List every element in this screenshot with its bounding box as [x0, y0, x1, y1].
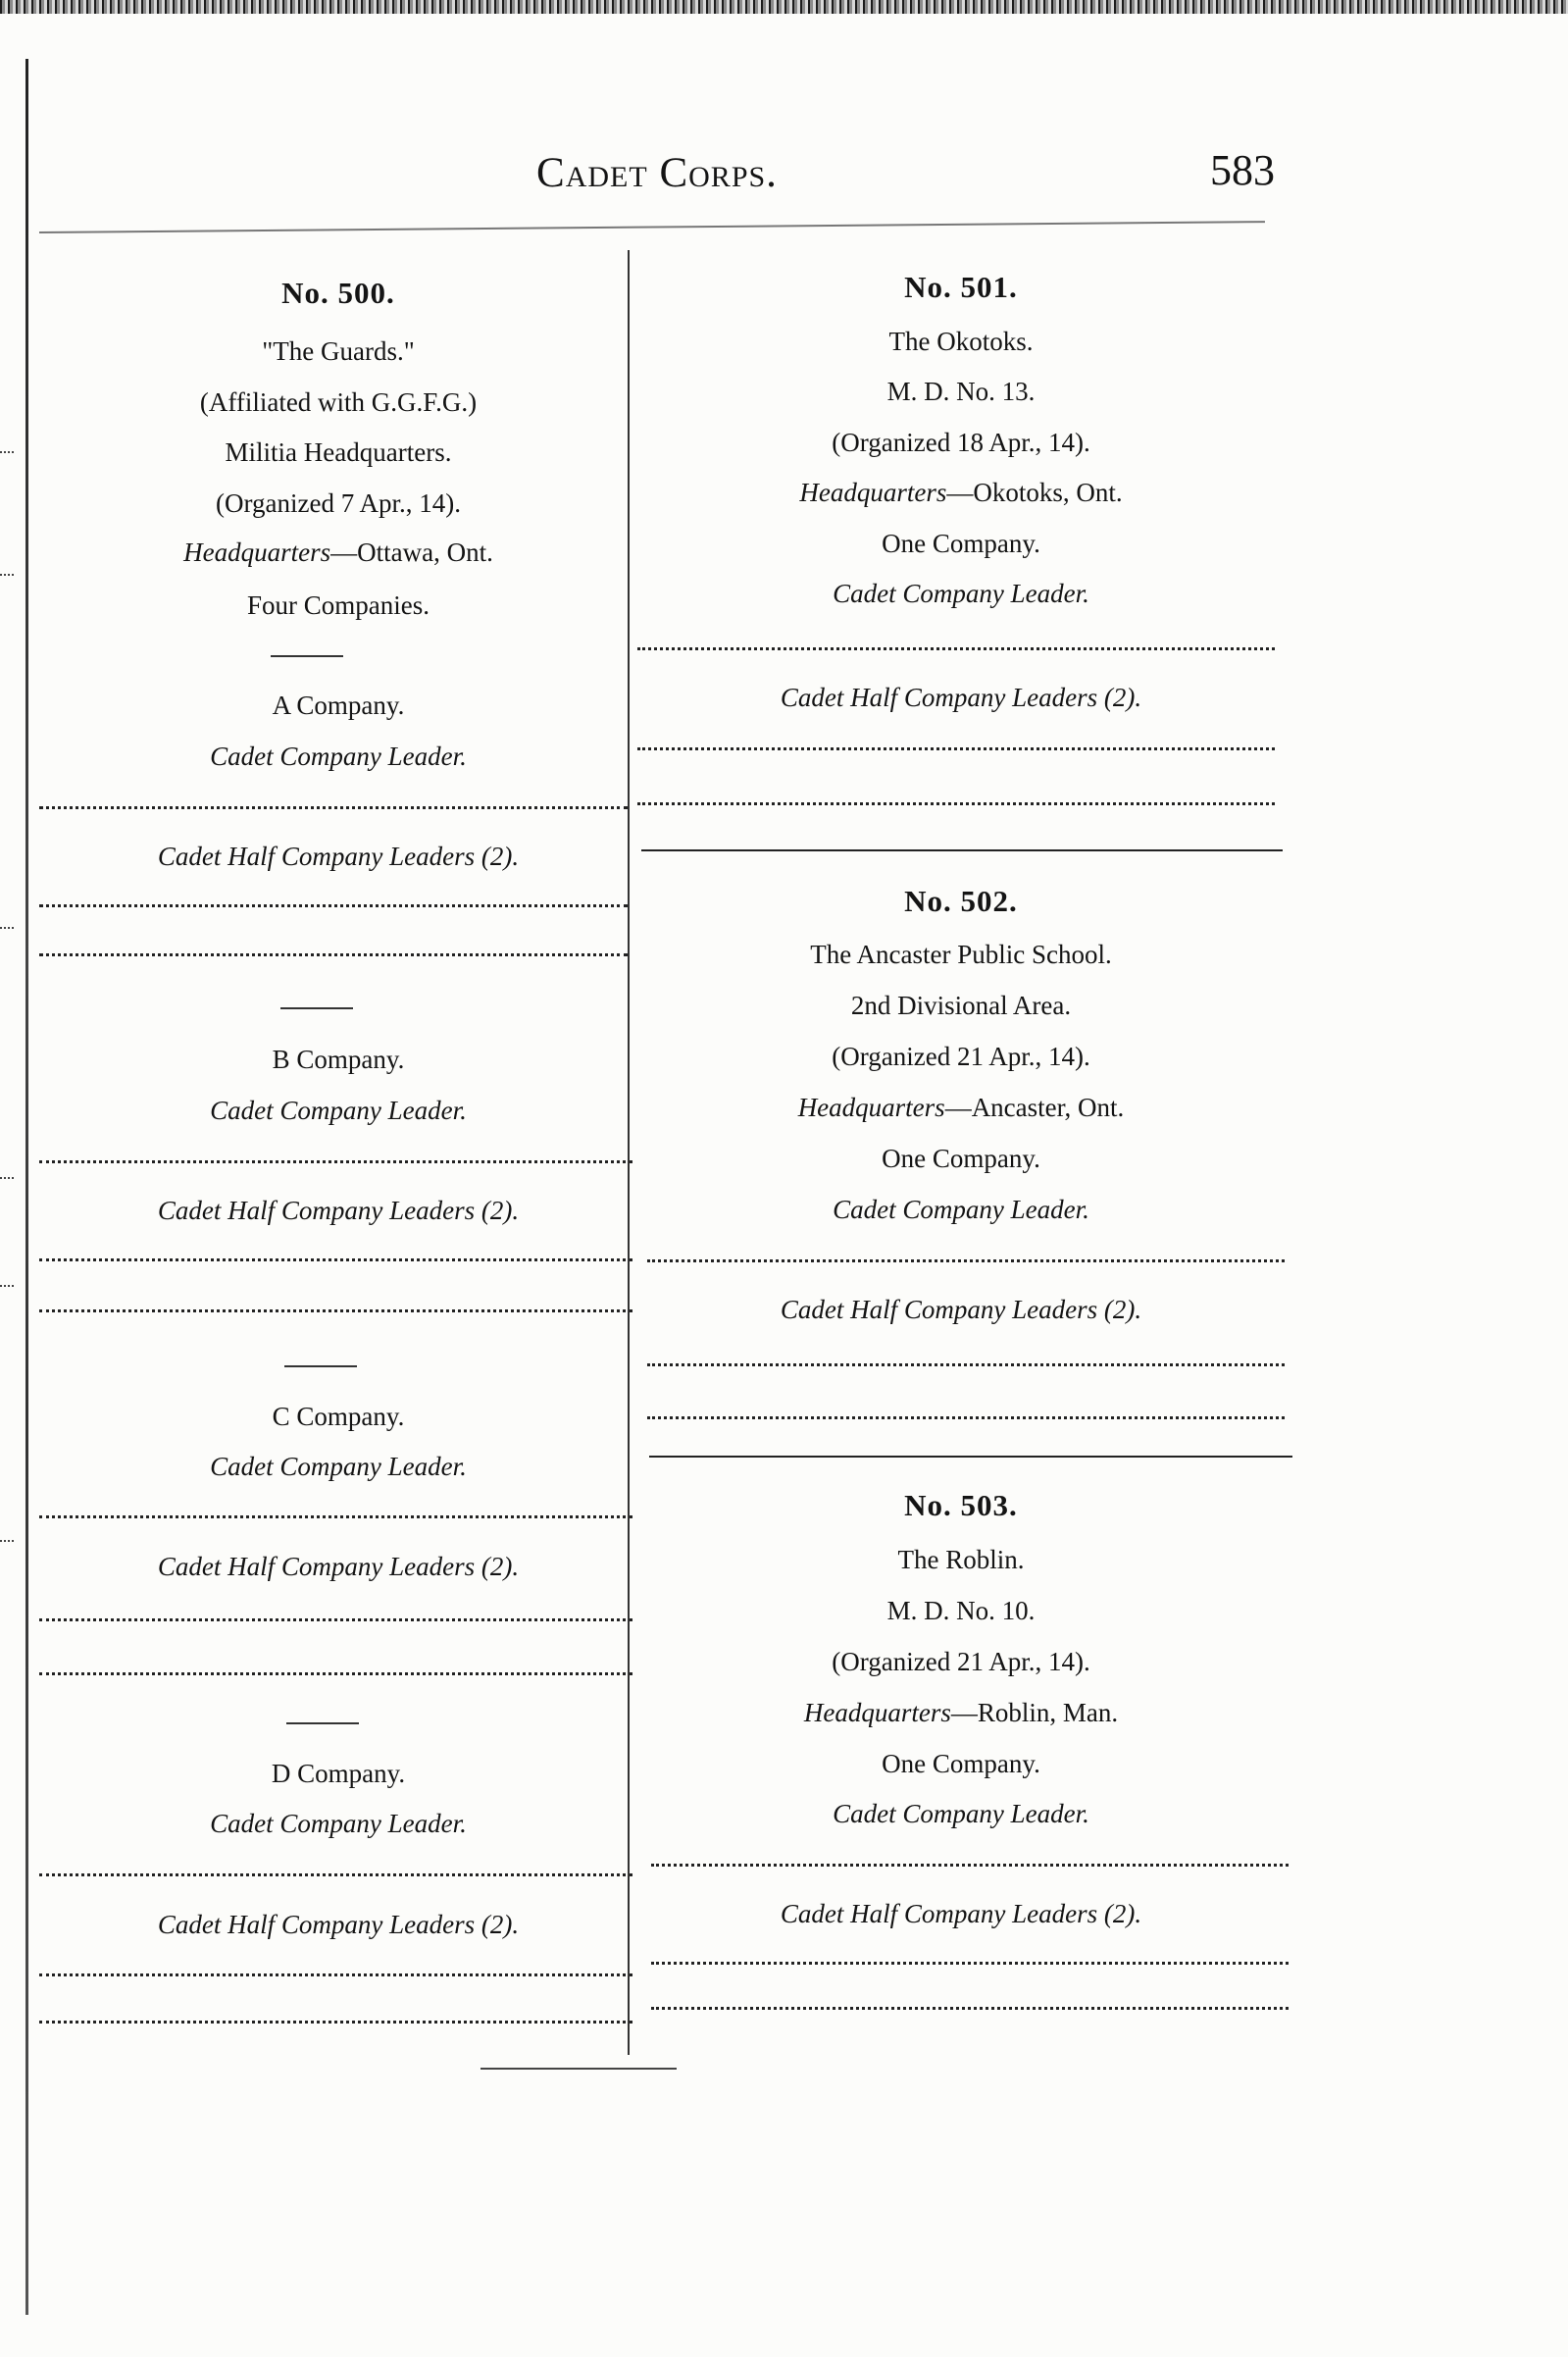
entry-dotted-line: [647, 1416, 1285, 1419]
company-leader: Cadet Company Leader.: [833, 579, 1089, 608]
entry-dotted-line: [39, 953, 628, 956]
entry-dotted-line: [637, 747, 1275, 750]
headquarters-label: Headquarters: [803, 1698, 951, 1727]
section-rule: [286, 1722, 359, 1724]
company-leader: Cadet Company Leader.: [833, 1195, 1089, 1224]
entry-dotted-line: [651, 1864, 1289, 1867]
corps-number: No. 501.: [904, 270, 1018, 304]
corps-number: No. 500.: [281, 276, 395, 310]
corps-number: No. 503.: [904, 1488, 1018, 1522]
gutter-mark: [0, 927, 14, 929]
corps-organized: (Organized 18 Apr., 14).: [832, 428, 1090, 457]
section-rule: [271, 655, 343, 657]
corps-headquarters: [637, 1696, 1285, 1729]
corps-strength: One Company.: [882, 1749, 1040, 1778]
entry-dotted-line: [39, 1160, 632, 1163]
gutter-mark: [0, 1285, 14, 1287]
corps-unit: Militia Headquarters.: [225, 437, 452, 467]
section-rule: [280, 1007, 353, 1009]
corps-name: The Roblin.: [897, 1545, 1025, 1574]
corps-organized: (Organized 21 Apr., 14).: [832, 1042, 1090, 1071]
company-leader: Cadet Company Leader.: [210, 1809, 467, 1838]
corps-district: M. D. No. 10.: [886, 1596, 1036, 1625]
entry-dotted-line: [651, 2007, 1289, 2010]
company-name: D Company.: [271, 1759, 406, 1788]
gutter-mark: [0, 574, 14, 576]
half-company-leaders: Cadet Half Company Leaders (2).: [157, 1552, 520, 1581]
entry-dotted-line: [39, 1515, 632, 1518]
corps-headquarters: [637, 1091, 1285, 1124]
company-leader: Cadet Company Leader.: [210, 1452, 467, 1481]
page-bottom-rule: [481, 2068, 677, 2070]
corps-separator: [641, 849, 1283, 851]
headquarters-label: Headquarters: [797, 1093, 945, 1122]
company-leader: Cadet Company Leader.: [833, 1799, 1089, 1828]
company-leader: Cadet Company Leader.: [210, 1096, 467, 1125]
half-company-leaders: Cadet Half Company Leaders (2).: [780, 1295, 1142, 1324]
company-name: C Company.: [272, 1402, 405, 1431]
entry-dotted-line: [39, 1973, 632, 1976]
entry-dotted-line: [647, 1363, 1285, 1366]
company-name: B Company.: [272, 1045, 405, 1074]
half-company-leaders: Cadet Half Company Leaders (2).: [157, 1910, 520, 1939]
gutter-mark: [0, 1177, 14, 1179]
entry-dotted-line: [39, 1873, 632, 1876]
entry-dotted-line: [637, 647, 1275, 650]
headquarters-label: Headquarters: [183, 538, 331, 567]
corps-headquarters: [637, 476, 1285, 509]
entry-dotted-line: [637, 802, 1275, 805]
page-top-edge: [0, 0, 1568, 14]
corps-separator: [649, 1456, 1292, 1458]
entry-dotted-line: [647, 1259, 1285, 1262]
corps-district: M. D. No. 13.: [886, 377, 1036, 406]
header-rule: [39, 221, 1265, 233]
half-company-leaders: Cadet Half Company Leaders (2).: [157, 1196, 520, 1225]
half-company-leaders: Cadet Half Company Leaders (2).: [780, 683, 1142, 712]
corps-district: 2nd Divisional Area.: [850, 991, 1072, 1020]
headquarters-value: —Ancaster, Ont.: [944, 1093, 1125, 1122]
corps-name: The Ancaster Public School.: [810, 940, 1112, 969]
company-name: A Company.: [272, 691, 405, 720]
corps-affiliation: (Affiliated with G.G.F.G.): [199, 387, 478, 417]
headquarters-value: —Okotoks, Ont.: [946, 478, 1123, 507]
entry-dotted-line: [39, 1258, 632, 1261]
corps-number: No. 502.: [904, 884, 1018, 918]
half-company-leaders: Cadet Half Company Leaders (2).: [157, 842, 520, 871]
company-leader: Cadet Company Leader.: [210, 742, 467, 771]
corps-strength: One Company.: [882, 529, 1040, 558]
headquarters-value: —Roblin, Man.: [950, 1698, 1119, 1727]
entry-dotted-line: [39, 1672, 632, 1675]
gutter-mark: [0, 1540, 14, 1542]
entry-dotted-line: [39, 904, 628, 907]
corps-organized: (Organized 21 Apr., 14).: [832, 1647, 1090, 1676]
page-number: 583: [1210, 146, 1275, 194]
corps-strength: One Company.: [882, 1144, 1040, 1173]
headquarters-value: —Ottawa, Ont.: [330, 538, 493, 567]
entry-dotted-line: [39, 1618, 632, 1621]
corps-headquarters: [39, 536, 637, 569]
corps-strength: Four Companies.: [247, 590, 430, 620]
half-company-leaders: Cadet Half Company Leaders (2).: [780, 1899, 1142, 1928]
entry-dotted-line: [651, 1962, 1289, 1965]
corps-organized: (Organized 7 Apr., 14).: [216, 488, 461, 518]
corps-name: "The Guards.": [262, 336, 415, 366]
gutter-mark: [0, 451, 14, 453]
running-title: Cadet Corps.: [536, 150, 778, 196]
binding-gutter: [25, 59, 28, 2315]
entry-dotted-line: [39, 2021, 632, 2024]
entry-dotted-line: [39, 806, 628, 809]
page-header: [39, 137, 1275, 196]
section-rule: [284, 1365, 357, 1367]
corps-name: The Okotoks.: [888, 327, 1034, 356]
headquarters-label: Headquarters: [799, 478, 947, 507]
entry-dotted-line: [39, 1309, 632, 1312]
